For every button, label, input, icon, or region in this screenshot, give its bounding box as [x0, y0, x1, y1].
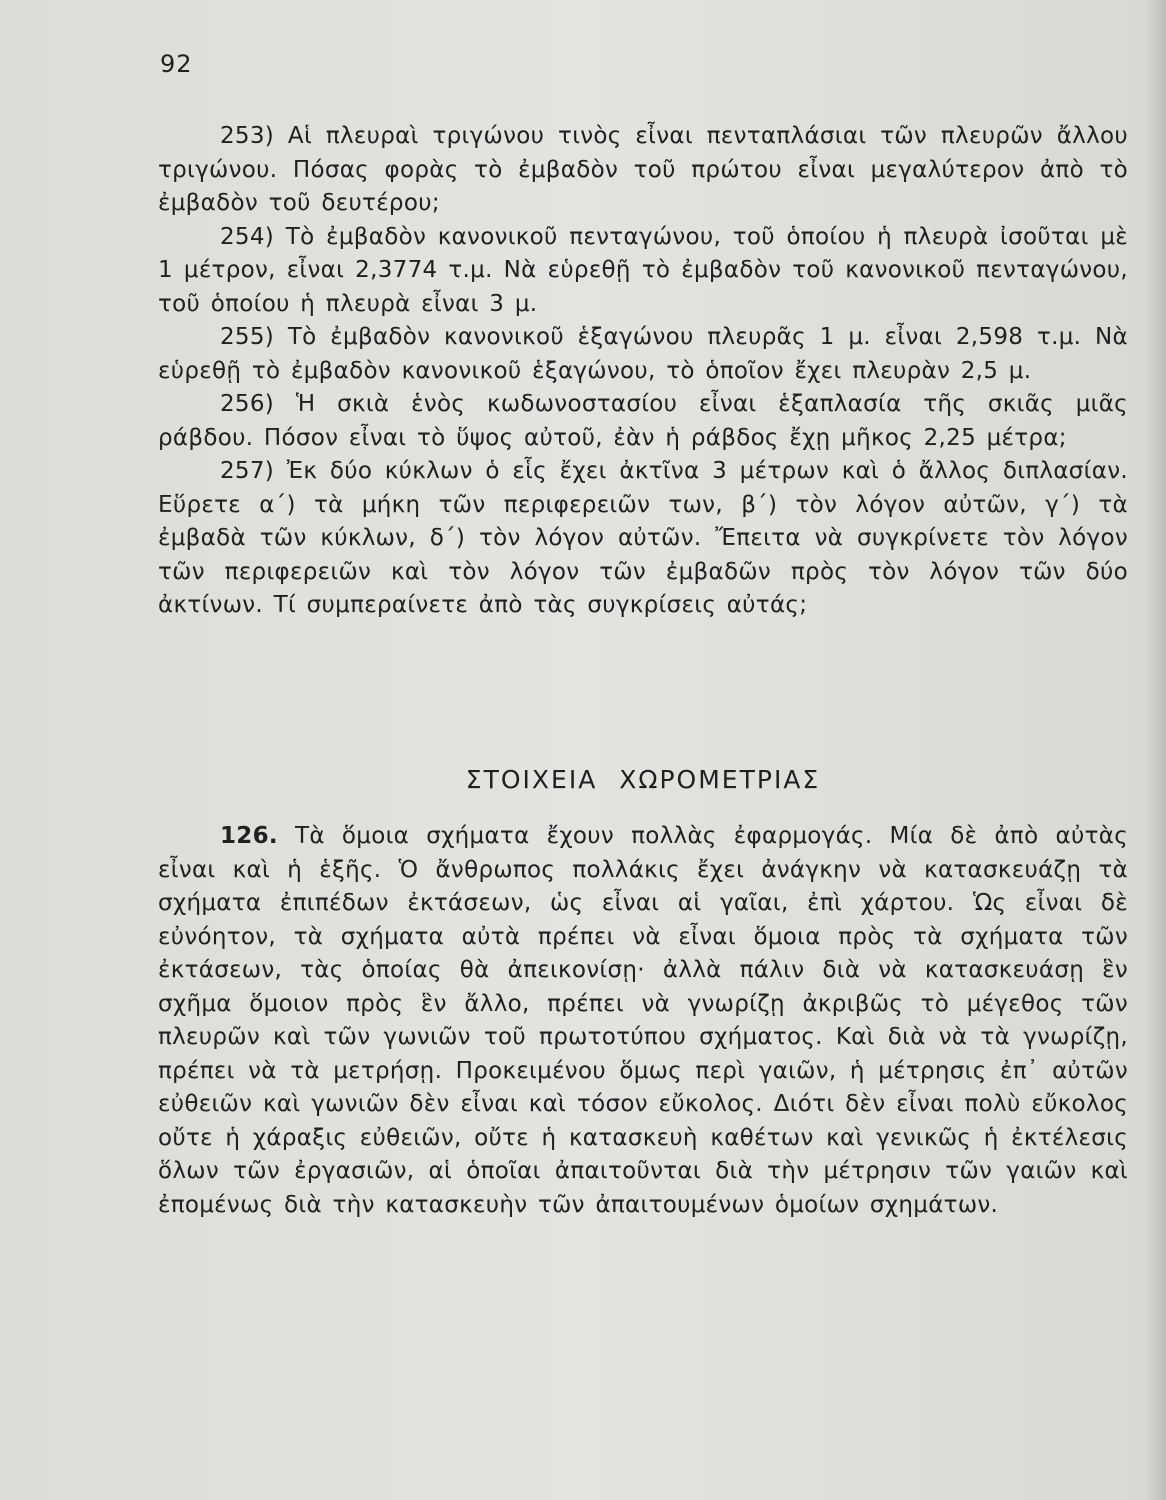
exercise-text: Ἐκ δύο κύκλων ὁ εἷς ἔχει ἀκτῖνα 3 μέτρων καὶ ὁ ἄλλος διπλασίαν. Εὕρετε α΄) τὰ μήκη τῶν περιφερειῶν των, β΄) τὸν λόγον αὐτῶν, γ΄) τὰ ἐμβαδὰ τῶν κύκλων, δ΄) τὸν λόγον αὐτῶν. Ἔπειτα νὰ συγκρίνετε τὸν λόγον τῶν περιφερειῶν καὶ τὸν λόγον τῶν ἐμβαδῶν πρὸς τὸν λόγον τῶν δύο ἀκτίνων. Τί συμπεραίνετε ἀπὸ τὰς συγκρίσεις αὐτάς; [158, 458, 1128, 618]
page-number: 92 [160, 50, 193, 78]
section-heading: ΣΤΟΙΧΕΙΑ ΧΩΡΟΜΕΤΡΙΑΣ [465, 765, 821, 794]
exercise-257 [158, 455, 1128, 623]
section-number: 126. [220, 823, 278, 849]
section-body [158, 820, 1128, 1222]
section-text: Τὰ ὅμοια σχήματα ἔχουν πολλὰς ἐφαρμογάς. Μία δὲ ἀπὸ αὐτὰς εἶναι καὶ ἡ ἑξῆς. Ὁ ἄνθρωπος πολλάκις ἔχει ἀνάγκην νὰ κατασκευάζῃ τὰ σχήματα ἐπιπέδων ἐκτάσεων, ὡς εἶναι αἱ γαῖαι, ἐπὶ χάρτου. Ὡς εἶναι δὲ εὐνόητον, τὰ σχήματα αὐτὰ πρέπει νὰ εἶναι ὅμοια πρὸς τὰ σχήματα τῶν ἐκτάσεων, τὰς ὁποίας θὰ ἀπεικονίσῃ· ἀλλὰ πάλιν διὰ νὰ κατασκευάσῃ ἓν σχῆμα ὅμοιον πρὸς ἓν ἄλλο, πρέπει νὰ γνωρίζῃ ἀκριβῶς τὸ μέγεθος τῶν πλευρῶν καὶ τῶν γωνιῶν τοῦ πρωτοτύπου σχήματος. Καὶ διὰ νὰ τὰ γνωρίζῃ, πρέπει νὰ τὰ μετρήσῃ. Προκειμένου ὅμως περὶ γαιῶν, ἡ μέτρησις ἐπ᾽ αὐτῶν εὐθειῶν καὶ γωνιῶν δὲν εἶναι καὶ τόσον εὔκολος. Διότι δὲν εἶναι πολὺ εὔκολος οὔτε ἡ χάραξις εὐθειῶν, οὔτε ἡ κατασκευὴ καθέτων καὶ γενικῶς ἡ ἐκτέλεσις ὅλων τῶν ἐργασιῶν, αἱ ὁποῖαι ἀπαιτοῦνται διὰ τὴν μέτρησιν τῶν γαιῶν καὶ ἐπομένως διὰ τὴν κατασκευὴν τῶν ἀπαιτουμένων ὁμοίων σχημάτων. [158, 823, 1128, 1218]
exercise-list [158, 120, 1128, 623]
exercise-text: Τὸ ἐμβαδὸν κανονικοῦ πενταγώνου, τοῦ ὁποίου ἡ πλευρὰ ἰσοῦται μὲ 1 μέτρον, εἶναι 2,3774 τ.μ. Νὰ εὑρεθῇ τὸ ἐμβαδὸν τοῦ κανονικοῦ πενταγώνου, τοῦ ὁποίου ἡ πλευρὰ εἶναι 3 μ. [158, 223, 1128, 317]
exercise-number: 257) [220, 458, 275, 484]
exercise-text: Τὸ ἐμβαδὸν κανονικοῦ ἑξαγώνου πλευρᾶς 1 μ. εἶναι 2,598 τ.μ. Νὰ εὑρεθῇ τὸ ἐμβαδὸν κανονικοῦ ἑξαγώνου, τὸ ὁποῖον ἔχει πλευρὰν 2,5 μ. [158, 324, 1128, 384]
section-paragraph [158, 820, 1128, 1222]
exercise-255 [158, 321, 1128, 388]
exercise-number: 255) [220, 324, 275, 350]
exercise-number: 256) [220, 391, 275, 417]
exercise-256 [158, 388, 1128, 455]
exercise-253 [158, 120, 1128, 221]
page-edge-shadow [1144, 0, 1166, 1500]
exercise-text: Ἡ σκιὰ ἑνὸς κωδωνοστασίου εἶναι ἑξαπλασία τῆς σκιᾶς μιᾶς ράβδου. Πόσον εἶναι τὸ ὕψος αὐτοῦ, ἐὰν ἡ ράβδος ἔχῃ μῆκος 2,25 μέτρα; [158, 391, 1128, 451]
exercise-text: Αἱ πλευραὶ τριγώνου τινὸς εἶναι πενταπλάσιαι τῶν πλευρῶν ἄλλου τριγώνου. Πόσας φορὰς τὸ ἐμβαδὸν τοῦ πρώτου εἶναι μεγαλύτερον ἀπὸ τὸ ἐμβαδὸν τοῦ δευτέρου; [158, 123, 1128, 216]
exercise-254 [158, 221, 1128, 322]
exercise-number: 253) [220, 123, 275, 149]
exercise-number: 254) [220, 223, 275, 250]
